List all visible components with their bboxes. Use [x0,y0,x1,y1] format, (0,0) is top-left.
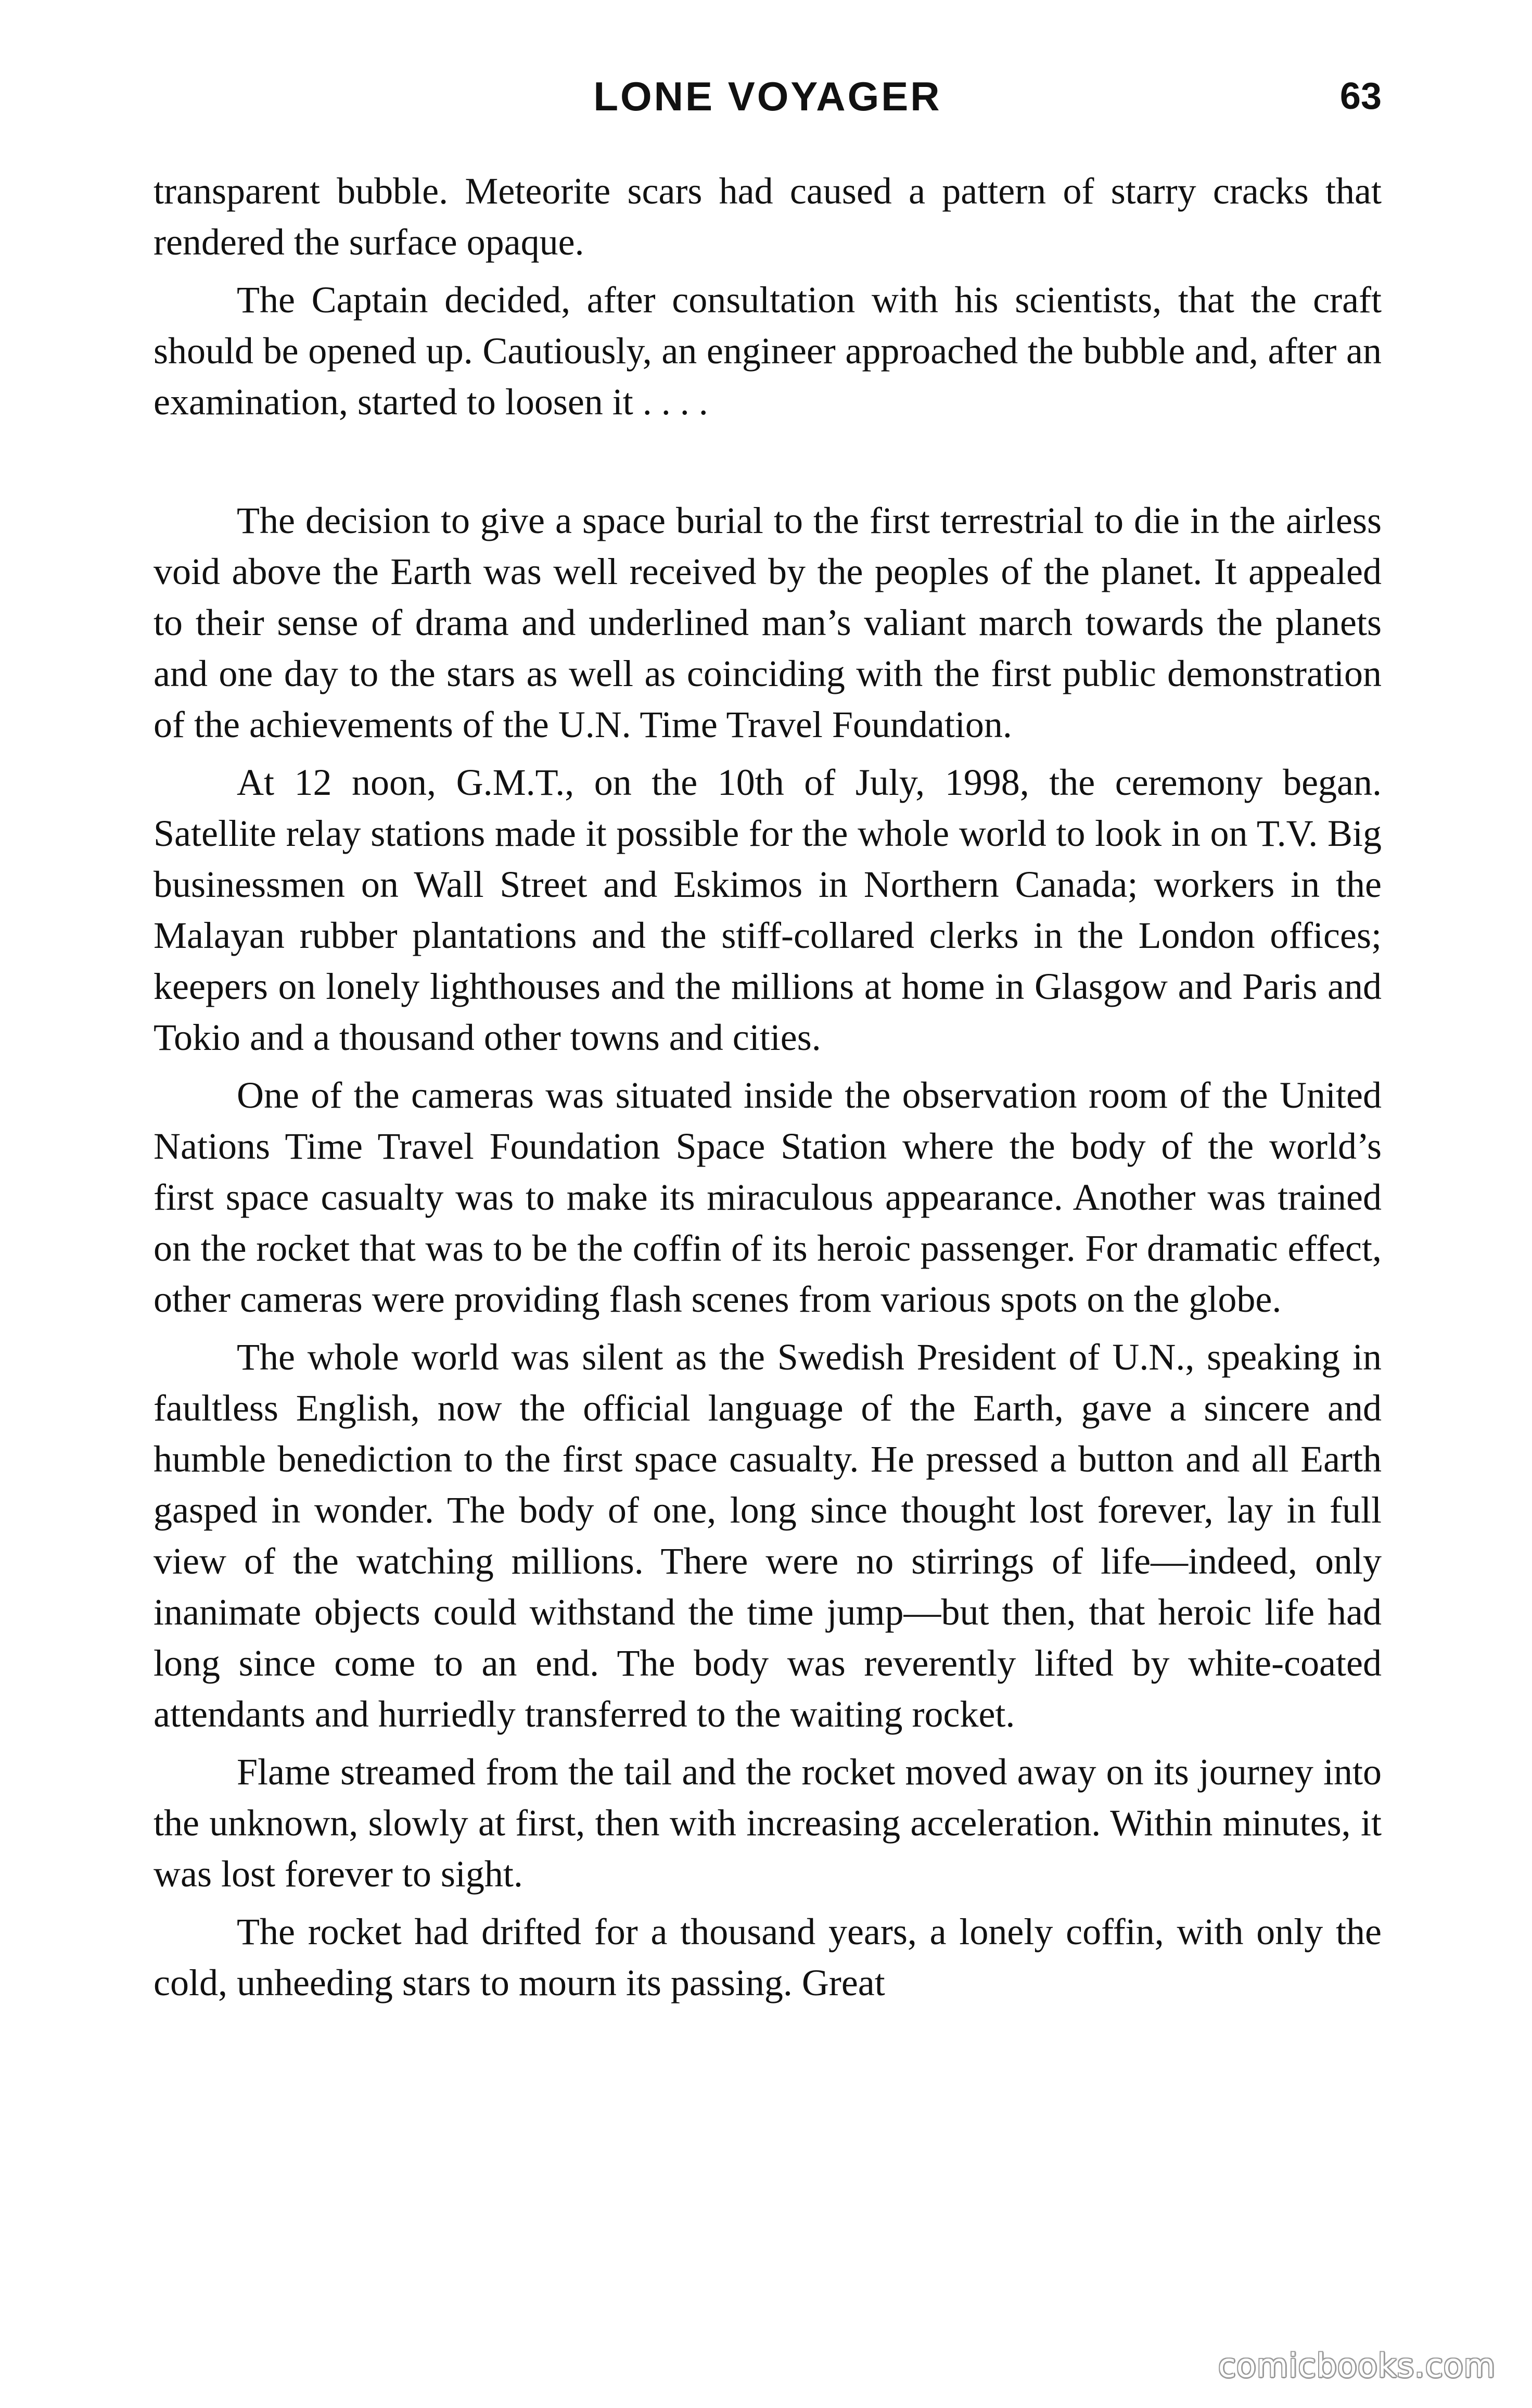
paragraph-continuation: transparent bubble. Meteorite scars had caused a pattern of starry cracks that rendered the surface opaque. [154,170,1382,263]
paragraph-section-start: The decision to give a space burial to the first terrestrial to die in the airless void above the Earth was well received by the peoples of the planet. It appealed to their sense of drama and underlined man’s valiant march towards the planets and one day to the stars as well as coinciding with the first public demonstration of the achievements of the U.N. Time Travel Foundation. [154,500,1382,745]
watermark: comicbooks.com [1218,2347,1496,2385]
paragraph: One of the cameras was situated inside the observation room of the United Nations Time Travel Foundation Space Station where the body of the world’s first space casualty was to make its miraculous appearance. Another was trained on the rocket that was to be the coffin of its heroic passenger. For dramatic effect, other cameras were providing flash scenes from various spots on the globe. [154,1074,1382,1320]
paragraph: The rocket had drifted for a thousand years, a lonely coffin, with only the cold, unheeding stars to mourn its passing. Great [154,1911,1382,2004]
body-text [154,166,1382,2015]
paragraph: The Captain decided, after consultation with his scientists, that the craft should be opened up. Cautiously, an engineer approached the bubble and, after an examination, started to loosen it . . . . [154,279,1382,423]
page-header-title: LONE VOYAGER [593,73,942,119]
page-number: 63 [1339,75,1382,117]
running-head [154,68,1382,125]
paragraph: At 12 noon, G.M.T., on the 10th of July, 1998, the ceremony began. Satellite relay stations made it possible for the whole world to look in on T.V. Big businessmen on Wall Street and Eskimos in Northern Canada; workers in the Malayan rubber plantations and the stiff-collared clerks in the London offices; keepers on lonely lighthouses and the millions at home in Glasgow and Paris and Tokio and a thousand other towns and cities. [154,762,1382,1058]
paragraph: Flame streamed from the tail and the rocket moved away on its journey into the unknown, slowly at first, then with increasing acceleration. Within minutes, it was lost forever to sight. [154,1751,1382,1895]
paragraph: The whole world was silent as the Swedish President of U.N., speaking in faultless English, now the official language of the Earth, gave a sincere and humble benediction to the first space casualty. He pressed a button and all Earth gasped in wonder. The body of one, long since thought lost forever, lay in full view of the watching millions. There were no stirrings of life—indeed, only inanimate objects could withstand the time jump—but then, that heroic life had long since come to an end. The body was reverently lifted by white-coated attendants and hurriedly transferred to the waiting rocket. [154,1336,1382,1735]
